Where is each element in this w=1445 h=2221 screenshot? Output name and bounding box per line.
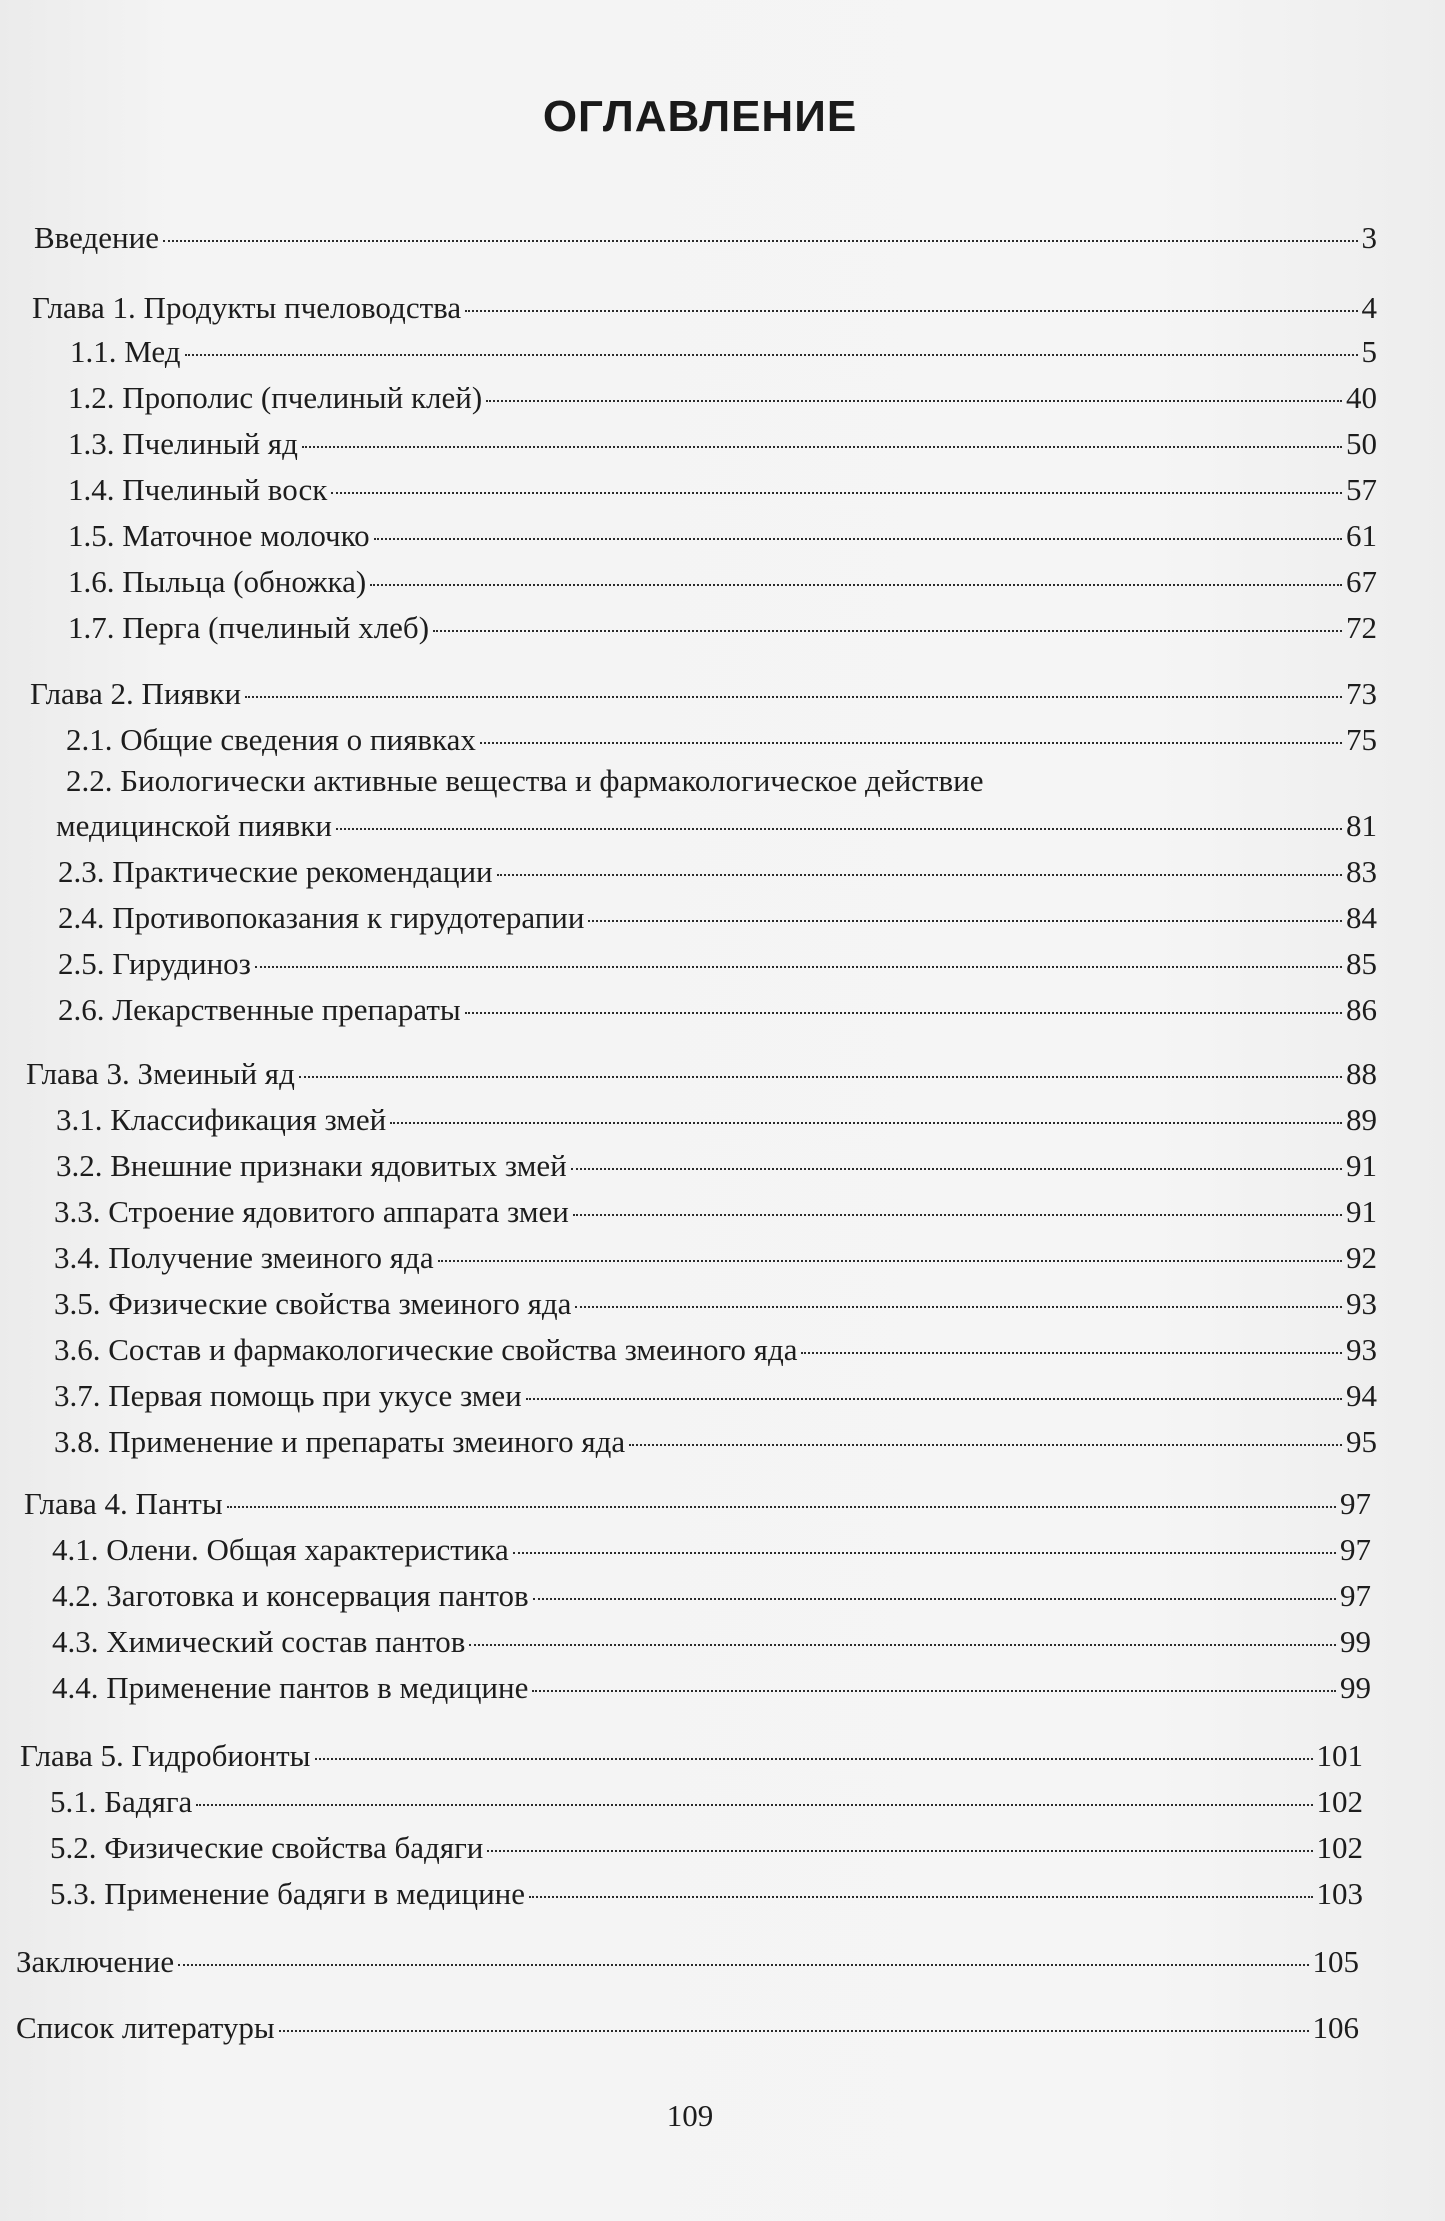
dot-leader bbox=[532, 1690, 1336, 1692]
dot-leader bbox=[801, 1352, 1342, 1354]
toc-entry-page: 97 bbox=[1340, 1578, 1371, 1613]
toc-entry-page: 84 bbox=[1346, 900, 1377, 935]
toc-entry-page: 81 bbox=[1346, 808, 1377, 843]
dot-leader bbox=[370, 584, 1342, 586]
toc-entry-label: Глава 4. Панты bbox=[24, 1486, 223, 1521]
dot-leader bbox=[465, 310, 1357, 312]
toc-entry-2-2-first-line[interactable]: 2.2. Биологически активные вещества и фармакологическое действие bbox=[66, 763, 984, 798]
toc-entry-references[interactable] bbox=[16, 2010, 1359, 2046]
dot-leader bbox=[497, 874, 1342, 876]
toc-entry-label: 3.7. Первая помощь при укусе змеи bbox=[54, 1378, 522, 1413]
dot-leader bbox=[575, 1306, 1342, 1308]
toc-entry-1-3[interactable] bbox=[68, 426, 1377, 462]
toc-entry-label: 3.6. Состав и фармакологические свойства змеиного яда bbox=[54, 1332, 798, 1367]
toc-entry-2-3[interactable] bbox=[58, 854, 1377, 890]
page-title: ОГЛАВЛЕНИЕ bbox=[542, 92, 858, 141]
toc-entry-3-8[interactable] bbox=[54, 1424, 1377, 1460]
toc-entry-page: 4 bbox=[1361, 290, 1377, 325]
toc-entry-label: 3.8. Применение и препараты змеиного яда bbox=[54, 1424, 626, 1459]
dot-leader bbox=[390, 1122, 1342, 1124]
toc-entry-page: 106 bbox=[1312, 2010, 1359, 2045]
toc-entry-page: 83 bbox=[1346, 854, 1377, 889]
toc-entry-1-6[interactable] bbox=[68, 564, 1377, 600]
toc-entry-label: 2.1. Общие сведения о пиявках bbox=[66, 722, 476, 757]
toc-entry-label: 3.5. Физические свойства змеиного яда bbox=[54, 1286, 572, 1321]
toc-entry-2-6[interactable] bbox=[58, 992, 1377, 1028]
toc-entry-introduction[interactable] bbox=[34, 220, 1377, 256]
toc-entry-label: 2.6. Лекарственные препараты bbox=[58, 992, 461, 1027]
dot-leader bbox=[513, 1552, 1336, 1554]
toc-entry-3-5[interactable] bbox=[54, 1286, 1377, 1322]
toc-entry-label: 3.3. Строение ядовитого аппарата змеи bbox=[54, 1194, 569, 1229]
dot-leader bbox=[299, 1076, 1342, 1078]
toc-entry-3-2[interactable] bbox=[56, 1148, 1377, 1184]
toc-entry-5-1[interactable] bbox=[50, 1784, 1363, 1820]
toc-entry-page: 75 bbox=[1346, 722, 1377, 757]
dot-leader bbox=[487, 1850, 1312, 1852]
dot-leader bbox=[480, 742, 1342, 744]
toc-entry-2-1[interactable] bbox=[66, 722, 1377, 758]
toc-entry-label: 1.6. Пыльца (обножка) bbox=[68, 564, 367, 599]
page-number: 109 bbox=[666, 2098, 714, 2133]
toc-entry-page: 93 bbox=[1346, 1286, 1377, 1321]
dot-leader bbox=[336, 828, 1342, 830]
toc-entry-page: 101 bbox=[1316, 1738, 1363, 1773]
toc-entry-page: 40 bbox=[1346, 380, 1377, 415]
toc-entry-2-4[interactable] bbox=[58, 900, 1377, 936]
toc-entry-page: 61 bbox=[1346, 518, 1377, 553]
dot-leader bbox=[245, 696, 1342, 698]
dot-leader bbox=[573, 1214, 1342, 1216]
toc-entry-page: 103 bbox=[1316, 1876, 1363, 1911]
dot-leader bbox=[331, 492, 1342, 494]
toc-entry-label: 1.3. Пчелиный яд bbox=[68, 426, 298, 461]
dot-leader bbox=[465, 1012, 1342, 1014]
toc-entry-label: 4.2. Заготовка и консервация пантов bbox=[52, 1578, 529, 1613]
toc-entry-2-2[interactable] bbox=[56, 808, 1377, 844]
toc-entry-1-2[interactable] bbox=[68, 380, 1377, 416]
toc-entry-label: Заключение bbox=[16, 1944, 175, 1979]
dot-leader bbox=[469, 1644, 1336, 1646]
dot-leader bbox=[279, 2030, 1309, 2032]
toc-entry-3-3[interactable] bbox=[54, 1194, 1377, 1230]
toc-entry-page: 95 bbox=[1346, 1424, 1377, 1459]
toc-entry-3-4[interactable] bbox=[54, 1240, 1377, 1276]
toc-entry-page: 91 bbox=[1346, 1194, 1377, 1229]
dot-leader bbox=[315, 1758, 1313, 1760]
toc-entry-label: Глава 3. Змеиный яд bbox=[26, 1056, 295, 1091]
toc-entry-chapter-4[interactable] bbox=[24, 1486, 1371, 1522]
toc-entry-1-1[interactable] bbox=[70, 334, 1377, 370]
toc-entry-chapter-5[interactable] bbox=[20, 1738, 1363, 1774]
toc-entry-label: 1.2. Прополис (пчелиный клей) bbox=[68, 380, 483, 415]
toc-entry-page: 94 bbox=[1346, 1378, 1377, 1413]
toc-entry-label: Глава 2. Пиявки bbox=[30, 676, 242, 711]
toc-entry-1-7[interactable] bbox=[68, 610, 1377, 646]
toc-entry-page: 92 bbox=[1346, 1240, 1377, 1275]
toc-entry-page: 99 bbox=[1340, 1624, 1371, 1659]
toc-entry-2-5[interactable] bbox=[58, 946, 1377, 982]
dot-leader bbox=[438, 1260, 1342, 1262]
dot-leader bbox=[526, 1398, 1342, 1400]
toc-entry-page: 50 bbox=[1346, 426, 1377, 461]
toc-entry-page: 57 bbox=[1346, 472, 1377, 507]
dot-leader bbox=[163, 240, 1358, 242]
dot-leader bbox=[178, 1964, 1308, 1966]
toc-entry-page: 91 bbox=[1346, 1148, 1377, 1183]
dot-leader bbox=[433, 630, 1342, 632]
toc-entry-label: 3.1. Классификация змей bbox=[56, 1102, 387, 1137]
dot-leader bbox=[196, 1804, 1312, 1806]
toc-entry-page: 89 bbox=[1346, 1102, 1377, 1137]
toc-entry-label: 1.7. Перга (пчелиный хлеб) bbox=[68, 610, 430, 645]
toc-entry-page: 97 bbox=[1340, 1532, 1371, 1567]
toc-entry-page: 102 bbox=[1316, 1830, 1363, 1865]
toc-entry-page: 93 bbox=[1346, 1332, 1377, 1367]
toc-entry-page: 73 bbox=[1346, 676, 1377, 711]
toc-entry-label: 1.4. Пчелиный воск bbox=[68, 472, 328, 507]
toc-entry-4-3[interactable] bbox=[52, 1624, 1371, 1660]
toc-entry-label: 2.4. Противопоказания к гирудотерапии bbox=[58, 900, 585, 935]
dot-leader bbox=[588, 920, 1342, 922]
toc-entry-chapter-1[interactable] bbox=[32, 290, 1377, 326]
toc-entry-page: 72 bbox=[1346, 610, 1377, 645]
toc-entry-label: 5.1. Бадяга bbox=[50, 1784, 193, 1819]
toc-entry-label: Глава 5. Гидробионты bbox=[20, 1738, 311, 1773]
toc-entry-label: 5.2. Физические свойства бадяги bbox=[50, 1830, 484, 1865]
toc-entry-label: Введение bbox=[34, 220, 159, 255]
toc-entry-label: 3.4. Получение змеиного яда bbox=[54, 1240, 434, 1275]
toc-entry-page: 102 bbox=[1316, 1784, 1363, 1819]
toc-entry-page: 88 bbox=[1346, 1056, 1377, 1091]
toc-entry-chapter-2[interactable] bbox=[30, 676, 1377, 712]
toc-entry-5-3[interactable] bbox=[50, 1876, 1363, 1912]
dot-leader bbox=[571, 1168, 1342, 1170]
toc-entry-1-4[interactable] bbox=[68, 472, 1377, 508]
toc-entry-label: 1.1. Мед bbox=[70, 334, 181, 369]
toc-entry-page: 3 bbox=[1361, 220, 1377, 255]
toc-entry-5-2[interactable] bbox=[50, 1830, 1363, 1866]
toc-entry-label: 4.4. Применение пантов в медицине bbox=[52, 1670, 529, 1705]
toc-entry-page: 5 bbox=[1361, 334, 1377, 369]
dot-leader bbox=[529, 1896, 1312, 1898]
toc-entry-page: 105 bbox=[1312, 1944, 1359, 1979]
toc-entry-label: Список литературы bbox=[16, 2010, 275, 2045]
toc-entry-4-1[interactable] bbox=[52, 1532, 1371, 1568]
toc-entry-page: 97 bbox=[1340, 1486, 1371, 1521]
dot-leader bbox=[629, 1444, 1342, 1446]
dot-leader bbox=[486, 400, 1342, 402]
toc-entry-label: 4.3. Химический состав пантов bbox=[52, 1624, 466, 1659]
toc-entry-3-6[interactable] bbox=[54, 1332, 1377, 1368]
toc-entry-1-5[interactable] bbox=[68, 518, 1377, 554]
toc-entry-chapter-3[interactable] bbox=[26, 1056, 1377, 1092]
dot-leader bbox=[533, 1598, 1336, 1600]
dot-leader bbox=[185, 354, 1358, 356]
toc-entry-page: 67 bbox=[1346, 564, 1377, 599]
toc-entry-label: 1.5. Маточное молочко bbox=[68, 518, 370, 553]
toc-entry-label: медицинской пиявки bbox=[56, 808, 332, 843]
dot-leader bbox=[302, 446, 1342, 448]
toc-entry-3-1[interactable] bbox=[56, 1102, 1377, 1138]
toc-entry-page: 99 bbox=[1340, 1670, 1371, 1705]
dot-leader bbox=[255, 966, 1342, 968]
toc-entry-label: 3.2. Внешние признаки ядовитых змей bbox=[56, 1148, 567, 1183]
dot-leader bbox=[227, 1506, 1336, 1508]
toc-entry-3-7[interactable] bbox=[54, 1378, 1377, 1414]
toc-entry-4-4[interactable] bbox=[52, 1670, 1371, 1706]
dot-leader bbox=[374, 538, 1342, 540]
toc-entry-label: 2.5. Гирудиноз bbox=[58, 946, 251, 981]
toc-entry-label: 4.1. Олени. Общая характеристика bbox=[52, 1532, 509, 1567]
toc-entry-4-2[interactable] bbox=[52, 1578, 1371, 1614]
toc-entry-label: 5.3. Применение бадяги в медицине bbox=[50, 1876, 526, 1911]
toc-entry-label: 2.3. Практические рекомендации bbox=[58, 854, 493, 889]
toc-entry-page: 85 bbox=[1346, 946, 1377, 981]
toc-entry-page: 86 bbox=[1346, 992, 1377, 1027]
toc-entry-label: Глава 1. Продукты пчеловодства bbox=[32, 290, 462, 325]
toc-entry-conclusion[interactable] bbox=[16, 1944, 1359, 1980]
